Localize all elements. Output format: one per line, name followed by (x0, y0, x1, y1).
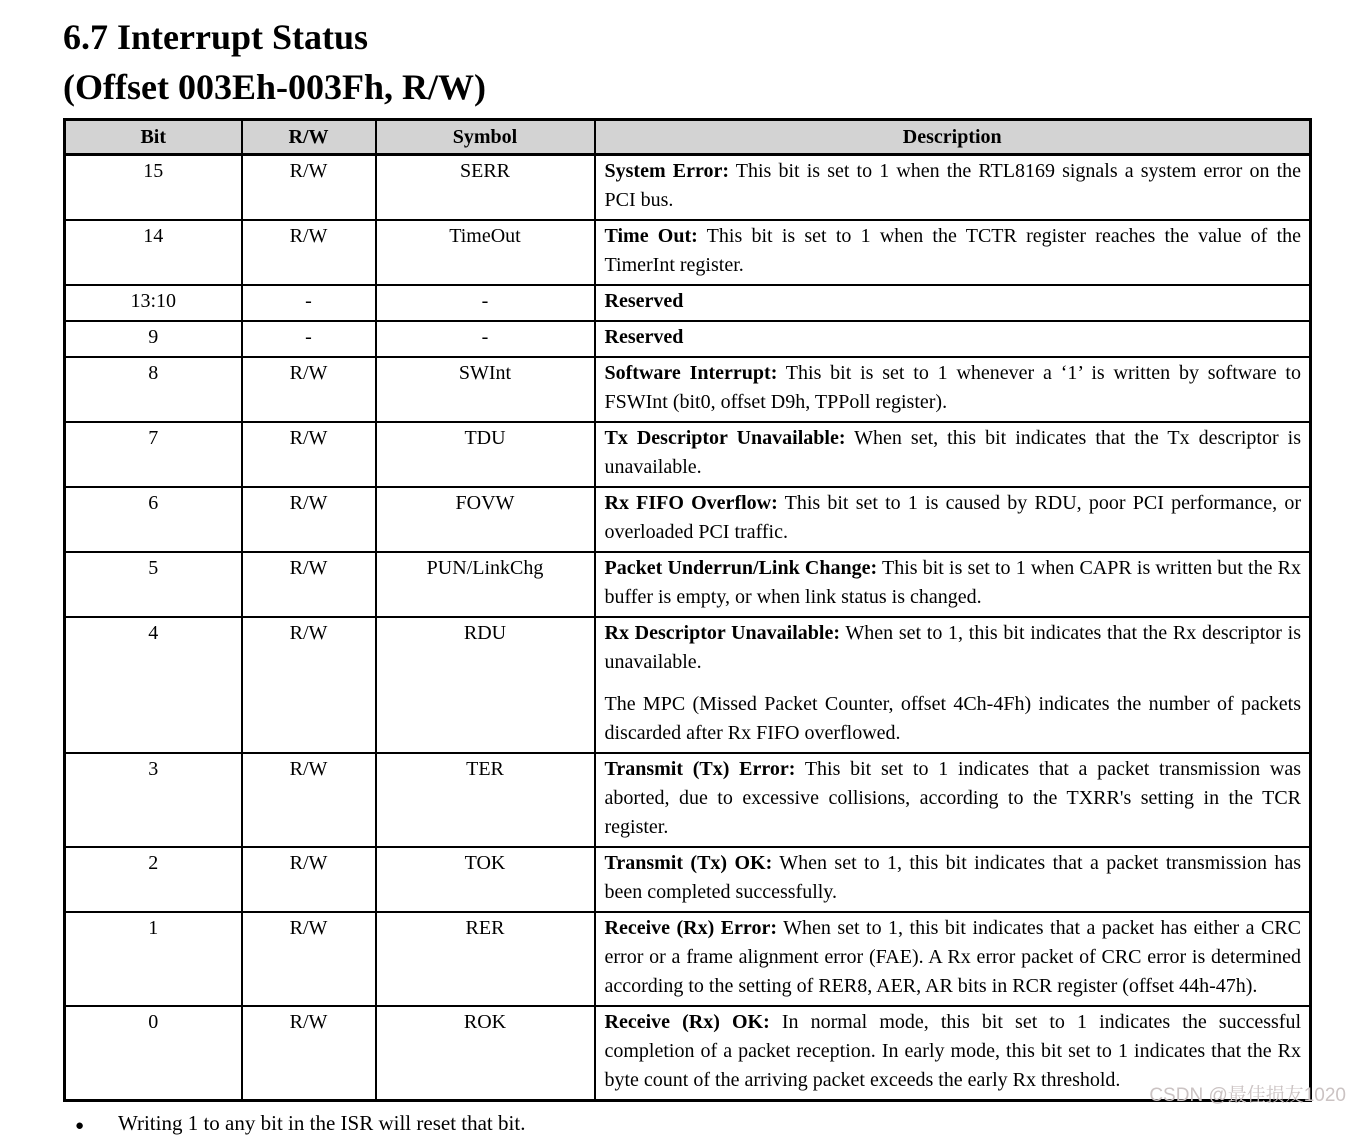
rw-cell: R/W (242, 1006, 376, 1101)
bit-cell: 4 (65, 617, 242, 753)
bit-cell: 2 (65, 847, 242, 912)
table-row (65, 357, 1311, 422)
description-lead: Receive (Rx) Error: (604, 917, 777, 939)
symbol-cell: ROK (376, 1006, 595, 1101)
rw-cell: R/W (242, 617, 376, 753)
bit-cell: 15 (65, 155, 242, 221)
description-lead: Reserved (604, 290, 684, 312)
bit-cell: 8 (65, 357, 242, 422)
footnote (63, 1111, 1309, 1136)
rw-cell: - (242, 285, 376, 321)
rw-cell: R/W (242, 155, 376, 221)
table-header (65, 120, 1311, 155)
symbol-cell: TER (376, 753, 595, 847)
symbol-cell: TOK (376, 847, 595, 912)
description-lead: Software Interrupt: (604, 362, 778, 384)
description-cell (595, 487, 1311, 552)
rw-cell: R/W (242, 487, 376, 552)
description-paragraph: The MPC (Missed Packet Counter, offset 4Ch-4Fh) indicates the number of packets discarded after Rx FIFO overflowed. (604, 693, 1301, 744)
rw-cell: - (242, 321, 376, 357)
description-lead: Reserved (604, 326, 684, 348)
description-paragraph: Tx Descriptor Unavailable: When set, this bit indicates that the Tx descriptor is unavailable. (604, 427, 1302, 478)
description-lead: Tx Descriptor Unavailable: (604, 427, 846, 449)
section-title-line2: (Offset 003Eh-003Fh, R/W) (63, 67, 486, 107)
table-row (65, 753, 1311, 847)
description-paragraph: Transmit (Tx) Error: This bit set to 1 indicates that a packet transmission was aborted, due to excessive collisions, according to the TXRR's setting in the TCR register. (604, 758, 1302, 838)
rw-cell: R/W (242, 552, 376, 617)
bit-cell: 5 (65, 552, 242, 617)
description-cell (595, 753, 1311, 847)
description-lead: Rx Descriptor Unavailable: (604, 622, 840, 644)
description-lead: Transmit (Tx) OK: (604, 852, 773, 874)
rw-cell: R/W (242, 753, 376, 847)
description-cell (595, 847, 1311, 912)
bit-cell: 0 (65, 1006, 242, 1101)
symbol-cell: TimeOut (376, 220, 595, 285)
description-paragraph: Packet Underrun/Link Change: This bit is set to 1 when CAPR is written but the Rx buffer is empty, or when link status is changed. (604, 557, 1301, 608)
table-row (65, 617, 1311, 753)
column-header-symbol: Symbol (376, 120, 595, 155)
rw-cell: R/W (242, 422, 376, 487)
section-title-line1: 6.7 Interrupt Status (63, 17, 369, 57)
description-paragraph: Receive (Rx) OK: In normal mode, this bit set to 1 indicates the successful completion of a packet reception. In early mode, this bit set to 1 indicates that the Rx byte count of the arriving packet exceeds the early Rx threshold. (604, 1011, 1301, 1091)
page-title (63, 12, 1309, 112)
content-area (63, 12, 1309, 1136)
table-row (65, 155, 1311, 221)
rw-cell: R/W (242, 220, 376, 285)
symbol-cell: - (376, 321, 595, 357)
description-lead: System Error: (604, 160, 730, 182)
description-cell (595, 617, 1311, 753)
description-paragraph (605, 287, 1302, 316)
symbol-cell: RDU (376, 617, 595, 753)
bit-cell: 3 (65, 753, 242, 847)
table-row (65, 487, 1311, 552)
symbol-cell: FOVW (376, 487, 595, 552)
table-row (65, 220, 1311, 285)
table-row (65, 847, 1311, 912)
bullet-icon: ● (75, 1118, 85, 1134)
bit-cell: 14 (65, 220, 242, 285)
bit-cell: 13:10 (65, 285, 242, 321)
description-lead: Rx FIFO Overflow: (604, 492, 778, 514)
description-paragraph: Rx FIFO Overflow: This bit set to 1 is caused by RDU, poor PCI performance, or overloaded PCI traffic. (604, 492, 1301, 543)
table-row (65, 285, 1311, 321)
table-row (65, 552, 1311, 617)
description-paragraph: Rx Descriptor Unavailable: When set to 1, this bit indicates that the Rx descriptor is unavailable. (604, 622, 1301, 673)
rw-cell: R/W (242, 912, 376, 1006)
watermark-text: CSDN @最佳损友1020 (1149, 1085, 1346, 1106)
symbol-cell: SERR (376, 155, 595, 221)
symbol-cell: RER (376, 912, 595, 1006)
rw-cell: R/W (242, 847, 376, 912)
column-header-rw: R/W (242, 120, 376, 155)
interrupt-status-table (63, 118, 1312, 1102)
symbol-cell: PUN/LinkChg (376, 552, 595, 617)
column-header-bit: Bit (65, 120, 242, 155)
description-lead: Receive (Rx) OK: (604, 1011, 770, 1033)
table-body (65, 155, 1311, 1101)
bit-cell: 1 (65, 912, 242, 1006)
description-paragraph: Software Interrupt: This bit is set to 1 whenever a ‘1’ is written by software to FSWInt (bit0, offset D9h, TPPoll register). (604, 362, 1301, 413)
rw-cell: R/W (242, 357, 376, 422)
bit-cell: 6 (65, 487, 242, 552)
description-paragraph: Time Out: This bit is set to 1 when the TCTR register reaches the value of the TimerInt register. (604, 225, 1302, 276)
table-header-row (65, 120, 1311, 155)
bit-cell: 7 (65, 422, 242, 487)
symbol-cell: - (376, 285, 595, 321)
description-cell (595, 321, 1311, 357)
description-lead: Transmit (Tx) Error: (604, 758, 796, 780)
description-paragraph: Transmit (Tx) OK: When set to 1, this bit indicates that a packet transmission has been completed successfully. (604, 852, 1301, 903)
description-lead: Packet Underrun/Link Change: (604, 557, 878, 579)
symbol-cell: SWInt (376, 357, 595, 422)
description-paragraph: Receive (Rx) Error: When set to 1, this bit indicates that a packet has either a CRC error or a frame alignment error (FAE). A Rx error packet of CRC error is determined according to the setting of RER8, AER, AR bits in RCR register (offset 44h-47h). (604, 917, 1301, 997)
description-paragraph: System Error: This bit is set to 1 when the RTL8169 signals a system error on the PCI bus. (604, 160, 1302, 211)
description-cell (595, 220, 1311, 285)
description-cell (595, 357, 1311, 422)
table-row (65, 422, 1311, 487)
description-paragraph (605, 323, 1302, 352)
table-row (65, 1006, 1311, 1101)
bit-cell: 9 (65, 321, 242, 357)
table-row (65, 912, 1311, 1006)
description-cell (595, 552, 1311, 617)
description-lead: Time Out: (604, 225, 698, 247)
description-cell (595, 912, 1311, 1006)
table-row (65, 321, 1311, 357)
symbol-cell: TDU (376, 422, 595, 487)
column-header-description: Description (595, 120, 1311, 155)
description-cell (595, 155, 1311, 221)
description-cell (595, 285, 1311, 321)
footnote-text: Writing 1 to any bit in the ISR will reset that bit. (118, 1111, 526, 1135)
description-cell (595, 422, 1311, 487)
